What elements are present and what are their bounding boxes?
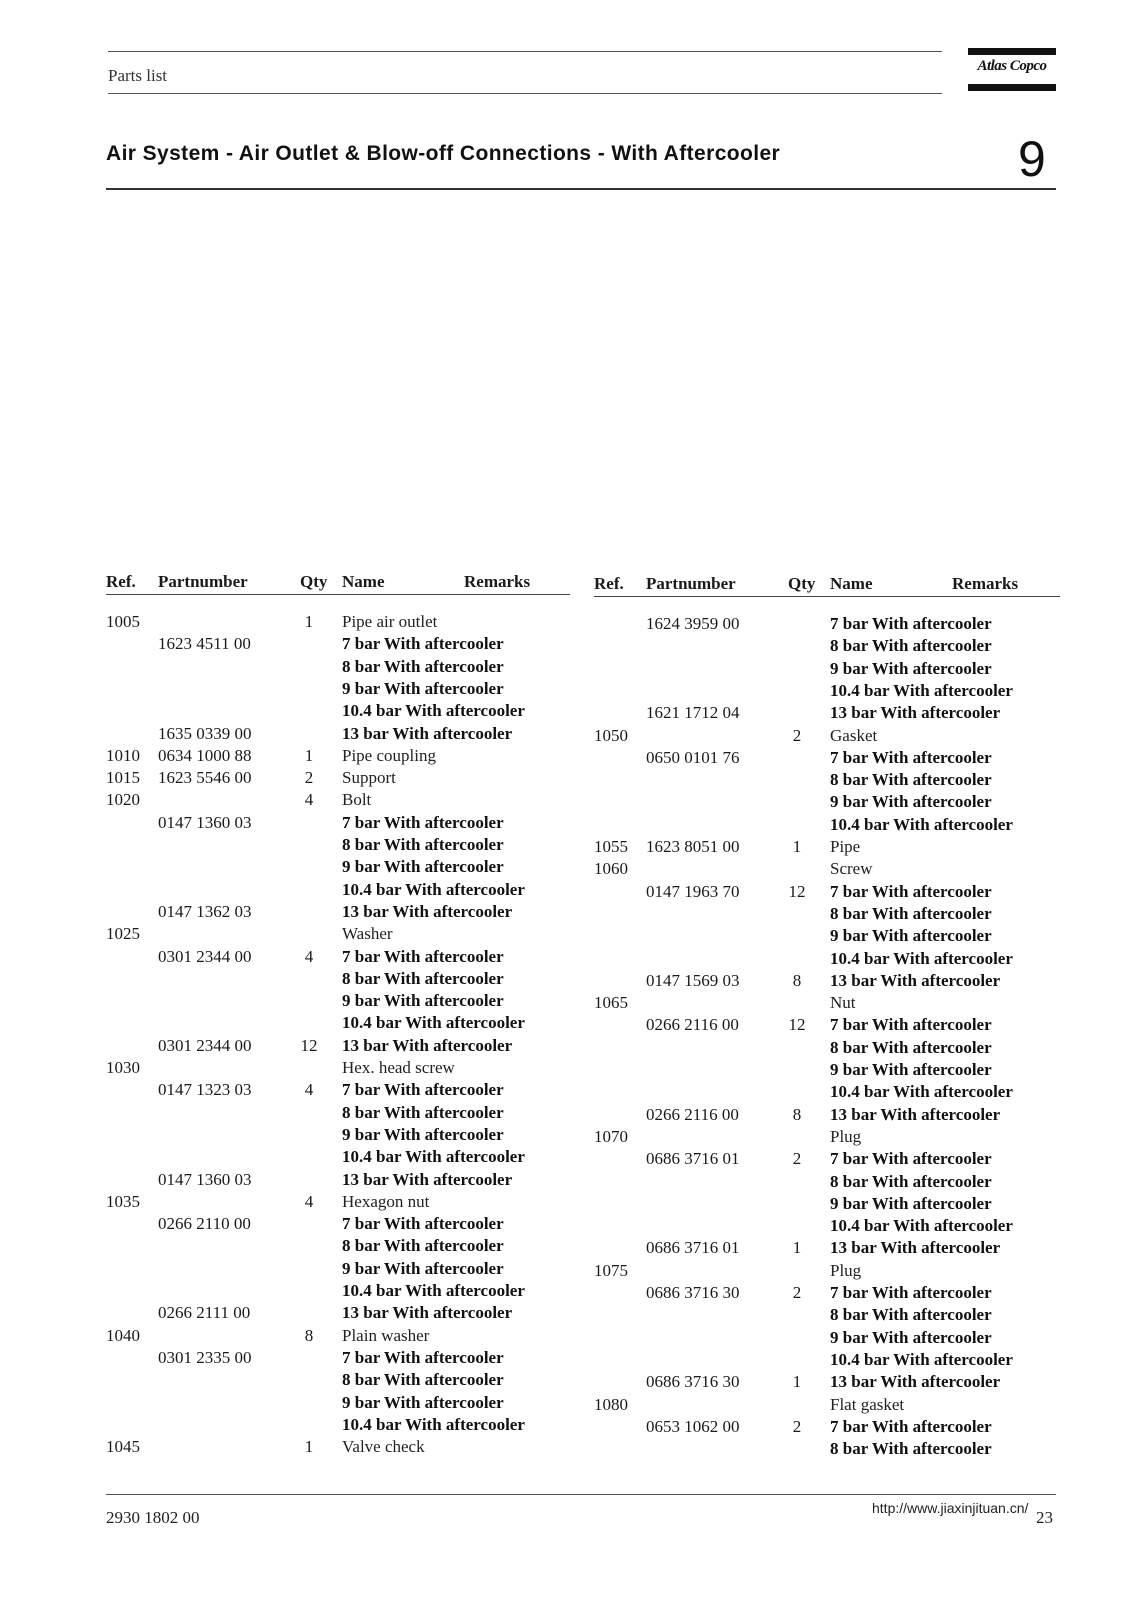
column-header-remarks: Remarks [464, 572, 531, 591]
name-cell: Flat gasket [830, 1395, 905, 1414]
partnumber-cell: 0266 2110 00 [158, 1214, 251, 1233]
partnumber-cell: 0301 2335 00 [158, 1348, 252, 1367]
name-cell: 7 bar With aftercooler [342, 813, 504, 832]
column-header-qty: Qty [788, 574, 816, 593]
atlas-copco-logo [968, 48, 1056, 94]
qty-cell: 8 [792, 971, 802, 990]
name-cell: 7 bar With aftercooler [830, 1149, 992, 1168]
name-cell: 7 bar With aftercooler [830, 1283, 992, 1302]
logo-bottom-bar [968, 84, 1056, 91]
partnumber-cell: 1635 0339 00 [158, 724, 252, 743]
name-cell: 8 bar With aftercooler [342, 657, 504, 676]
name-cell: 10.4 bar With aftercooler [830, 1082, 1013, 1101]
name-cell: Hex. head screw [342, 1058, 455, 1077]
name-cell: 8 bar With aftercooler [830, 636, 992, 655]
name-cell: Nut [830, 993, 856, 1012]
name-cell: Pipe coupling [342, 746, 436, 765]
name-cell: 7 bar With aftercooler [342, 1080, 504, 1099]
header-bottom-rule [108, 93, 942, 94]
qty-cell: 4 [304, 1192, 314, 1211]
partnumber-cell: 0653 1062 00 [646, 1417, 740, 1436]
qty-cell: 1 [304, 746, 314, 765]
ref-cell: 1065 [594, 993, 628, 1012]
name-cell: 8 bar With aftercooler [830, 1305, 992, 1324]
name-cell: 8 bar With aftercooler [342, 1103, 504, 1122]
name-cell: 9 bar With aftercooler [830, 1194, 992, 1213]
partnumber-cell: 0301 2344 00 [158, 947, 252, 966]
footer-rule [106, 1494, 1056, 1495]
logo-wordmark: Atlas Copco [977, 58, 1047, 74]
name-cell: 13 bar With aftercooler [830, 1238, 1001, 1257]
partnumber-cell: 0686 3716 30 [646, 1283, 740, 1302]
name-cell: Screw [830, 859, 873, 878]
name-cell: 13 bar With aftercooler [830, 703, 1001, 722]
name-cell: 7 bar With aftercooler [830, 882, 992, 901]
ref-cell: 1050 [594, 726, 628, 745]
name-cell: 9 bar With aftercooler [342, 991, 504, 1010]
table-header-rule [594, 596, 1060, 597]
name-cell: 7 bar With aftercooler [830, 1015, 992, 1034]
name-cell: 7 bar With aftercooler [342, 1348, 504, 1367]
ref-cell: 1005 [106, 612, 140, 631]
page-number: 23 [1036, 1508, 1053, 1527]
logo-top-bar [968, 48, 1056, 55]
name-cell: 8 bar With aftercooler [830, 1439, 992, 1458]
qty-cell: 12 [300, 1036, 318, 1055]
ref-cell: 1045 [106, 1437, 140, 1456]
name-cell: 10.4 bar With aftercooler [830, 949, 1013, 968]
partnumber-cell: 0634 1000 88 [158, 746, 252, 765]
partnumber-cell: 0650 0101 76 [646, 748, 740, 767]
header-top-rule [108, 51, 942, 52]
qty-cell: 1 [792, 837, 802, 856]
column-header-ref: Ref. [106, 572, 136, 591]
name-cell: Hexagon nut [342, 1192, 430, 1211]
name-cell: Pipe air outlet [342, 612, 438, 631]
partnumber-cell: 1623 8051 00 [646, 837, 740, 856]
partnumber-cell: 0686 3716 01 [646, 1149, 740, 1168]
name-cell: 10.4 bar With aftercooler [830, 815, 1013, 834]
partnumber-cell: 0147 1362 03 [158, 902, 252, 921]
ref-cell: 1025 [106, 924, 140, 943]
name-cell: Plug [830, 1261, 862, 1280]
column-header-partnumber: Partnumber [646, 574, 736, 593]
name-cell: 8 bar With aftercooler [830, 904, 992, 923]
name-cell: 8 bar With aftercooler [342, 969, 504, 988]
name-cell: 7 bar With aftercooler [830, 614, 992, 633]
name-cell: Support [342, 768, 396, 787]
partnumber-cell: 0266 2116 00 [646, 1015, 739, 1034]
name-cell: 7 bar With aftercooler [830, 1417, 992, 1436]
qty-cell: 8 [304, 1326, 314, 1345]
ref-cell: 1080 [594, 1395, 628, 1414]
name-cell: 10.4 bar With aftercooler [342, 1147, 525, 1166]
partnumber-cell: 0147 1360 03 [158, 1170, 252, 1189]
name-cell: 9 bar With aftercooler [830, 1060, 992, 1079]
name-cell: 8 bar With aftercooler [342, 1370, 504, 1389]
column-header-partnumber: Partnumber [158, 572, 248, 591]
name-cell: 8 bar With aftercooler [342, 835, 504, 854]
name-cell: 13 bar With aftercooler [830, 971, 1001, 990]
column-header-qty: Qty [300, 572, 328, 591]
partnumber-cell: 0686 3716 30 [646, 1372, 740, 1391]
qty-cell: 2 [792, 1417, 802, 1436]
name-cell: 13 bar With aftercooler [830, 1372, 1001, 1391]
name-cell: 13 bar With aftercooler [342, 1303, 513, 1322]
name-cell: 8 bar With aftercooler [830, 770, 992, 789]
partnumber-cell: 1623 5546 00 [158, 768, 252, 787]
name-cell: Valve check [342, 1437, 425, 1456]
name-cell: 8 bar With aftercooler [342, 1236, 504, 1255]
ref-cell: 1020 [106, 790, 140, 809]
name-cell: 7 bar With aftercooler [342, 634, 504, 653]
name-cell: Plug [830, 1127, 862, 1146]
partnumber-cell: 0266 2111 00 [158, 1303, 251, 1322]
qty-cell: 1 [792, 1372, 802, 1391]
name-cell: 13 bar With aftercooler [830, 1105, 1001, 1124]
partnumber-cell: 1624 3959 00 [646, 614, 740, 633]
name-cell: 9 bar With aftercooler [830, 1328, 992, 1347]
name-cell: Bolt [342, 790, 372, 809]
name-cell: 8 bar With aftercooler [830, 1038, 992, 1057]
chapter-number: 9 [1018, 131, 1046, 187]
ref-cell: 1040 [106, 1326, 140, 1345]
qty-cell: 2 [792, 1283, 802, 1302]
qty-cell: 1 [304, 612, 314, 631]
name-cell: 10.4 bar With aftercooler [830, 681, 1013, 700]
name-cell: Washer [342, 924, 393, 943]
name-cell: 10.4 bar With aftercooler [342, 880, 525, 899]
qty-cell: 12 [788, 882, 806, 901]
name-cell: 9 bar With aftercooler [830, 659, 992, 678]
ref-cell: 1010 [106, 746, 140, 765]
ref-cell: 1055 [594, 837, 628, 856]
section-label: Parts list [108, 66, 168, 85]
partnumber-cell: 0147 1963 70 [646, 882, 740, 901]
qty-cell: 2 [792, 726, 802, 745]
name-cell: 8 bar With aftercooler [830, 1172, 992, 1191]
qty-cell: 12 [788, 1015, 806, 1034]
name-cell: 9 bar With aftercooler [342, 679, 504, 698]
name-cell: Pipe [830, 837, 861, 856]
name-cell: 7 bar With aftercooler [342, 1214, 504, 1233]
name-cell: 13 bar With aftercooler [342, 1170, 513, 1189]
ref-cell: 1075 [594, 1261, 628, 1280]
partnumber-cell: 0686 3716 01 [646, 1238, 740, 1257]
qty-cell: 4 [304, 947, 314, 966]
ref-cell: 1070 [594, 1127, 628, 1146]
title-rule [106, 188, 1056, 190]
ref-cell: 1060 [594, 859, 628, 878]
name-cell: 10.4 bar With aftercooler [342, 1013, 525, 1032]
name-cell: 9 bar With aftercooler [342, 857, 504, 876]
name-cell: 13 bar With aftercooler [342, 724, 513, 743]
partnumber-cell: 0147 1569 03 [646, 971, 740, 990]
name-cell: 7 bar With aftercooler [342, 947, 504, 966]
name-cell: 10.4 bar With aftercooler [342, 1281, 525, 1300]
name-cell: 13 bar With aftercooler [342, 902, 513, 921]
name-cell: 10.4 bar With aftercooler [830, 1216, 1013, 1235]
name-cell: 9 bar With aftercooler [342, 1393, 504, 1412]
name-cell: 9 bar With aftercooler [830, 792, 992, 811]
qty-cell: 2 [792, 1149, 802, 1168]
name-cell: 9 bar With aftercooler [342, 1259, 504, 1278]
column-header-name: Name [830, 574, 873, 593]
partnumber-cell: 0147 1323 03 [158, 1080, 252, 1099]
ref-cell: 1015 [106, 768, 140, 787]
partnumber-cell: 0266 2116 00 [646, 1105, 739, 1124]
name-cell: 9 bar With aftercooler [342, 1125, 504, 1144]
qty-cell: 8 [792, 1105, 802, 1124]
qty-cell: 4 [304, 1080, 314, 1099]
name-cell: 10.4 bar With aftercooler [830, 1350, 1013, 1369]
ref-cell: 1030 [106, 1058, 140, 1077]
qty-cell: 1 [304, 1437, 314, 1456]
ref-cell: 1035 [106, 1192, 140, 1211]
qty-cell: 4 [304, 790, 314, 809]
footer-url-link[interactable]: http://www.jiaxinjituan.cn/ [872, 1500, 1029, 1516]
qty-cell: 1 [792, 1238, 802, 1257]
name-cell: Gasket [830, 726, 878, 745]
name-cell: 10.4 bar With aftercooler [342, 701, 525, 720]
column-header-remarks: Remarks [952, 574, 1019, 593]
partnumber-cell: 1621 1712 04 [646, 703, 740, 722]
name-cell: 10.4 bar With aftercooler [342, 1415, 525, 1434]
column-header-ref: Ref. [594, 574, 624, 593]
name-cell: Plain washer [342, 1326, 430, 1345]
partnumber-cell: 0301 2344 00 [158, 1036, 252, 1055]
name-cell: 13 bar With aftercooler [342, 1036, 513, 1055]
partnumber-cell: 0147 1360 03 [158, 813, 252, 832]
column-header-name: Name [342, 572, 385, 591]
table-header-rule [106, 594, 570, 595]
name-cell: 7 bar With aftercooler [830, 748, 992, 767]
name-cell: 9 bar With aftercooler [830, 926, 992, 945]
qty-cell: 2 [304, 768, 314, 787]
page-title: Air System - Air Outlet & Blow-off Connections - With Aftercooler [106, 142, 781, 165]
partnumber-cell: 1623 4511 00 [158, 634, 251, 653]
document-number: 2930 1802 00 [106, 1508, 200, 1527]
